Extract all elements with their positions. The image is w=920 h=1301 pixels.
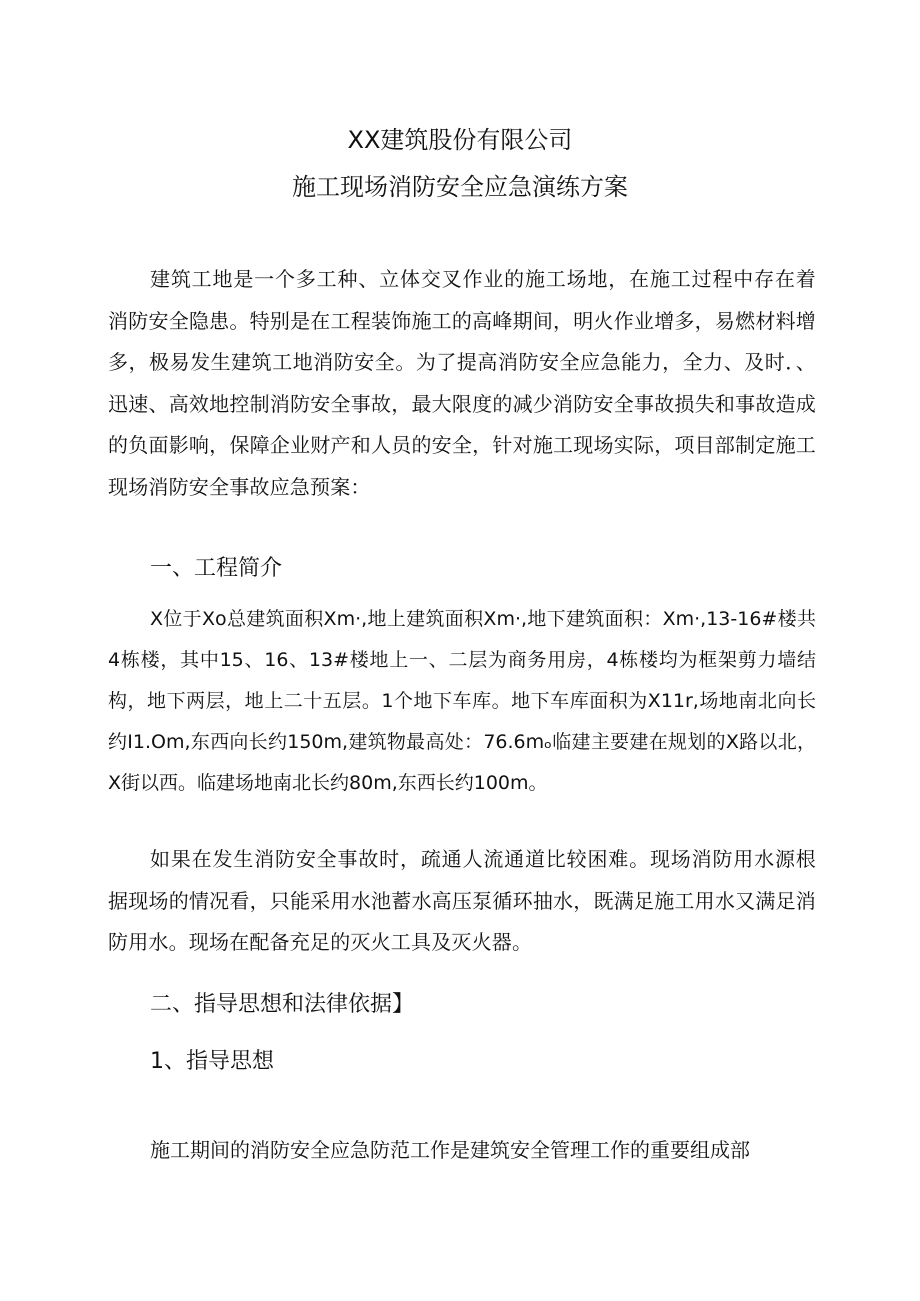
project-overview-paragraph: X位于Xo总建筑面积Xm·,地上建筑面积Xm·,地下建筑面积：Xm·,13-16#楼共4栋楼，其中15、16、13#楼地上一、二层为商务用房，4栋楼均为框架剪力墙结构，地下两层，地上二十五层。1个地下车库。地下车库面积为X11r,场地南北向长约I1.Om,东西向长约150m,建筑物最高处：76.6mₒ临建主要建在规划的X路以北，X街以西。临建场地南北长约80m,东西长约100m。 xyxy=(108,608,816,794)
intro-paragraph: 建筑工地是一个多工种、立体交叉作业的施工场地，在施工过程中存在着消防安全隐患。特别是在工程装饰施工的高峰期间，明火作业增多，易燃材料增多，极易发生建筑工地消防安全。为了提高消防安全应急能力，全力、及时．、迅速、高效地控制消防安全事故，最大限度的减少消防安全事故损失和事故造成的负面影响，保障企业财产和人员的安全，针对施工现场实际，项目部制定施工现场消防安全事故应急预案： xyxy=(108,267,816,499)
guiding-thought-paragraph: 施工期间的消防安全应急防范工作是建筑安全管理工作的重要组成部 xyxy=(150,1138,750,1162)
company-title: XX建筑股份有限公司 xyxy=(347,126,573,154)
document-title: 施工现场消防安全应急演练方案 xyxy=(292,173,628,201)
section-heading-project-overview: 一、工程简介 xyxy=(150,556,283,581)
section-heading-guiding-principles: 二、指导思想和法律依据】 xyxy=(150,992,415,1017)
fire-situation-paragraph: 如果在发生消防安全事故时，疏通人流通道比较困难。现场消防用水源根据现场的情况看，只能采用水池蓄水高压泵循环抽水，既满足施工用水又满足消防用水。现场在配备充足的灭火工具及灭火器。 xyxy=(108,847,816,954)
subsection-heading-guiding-thought: 1、指导思想 xyxy=(150,1049,274,1074)
